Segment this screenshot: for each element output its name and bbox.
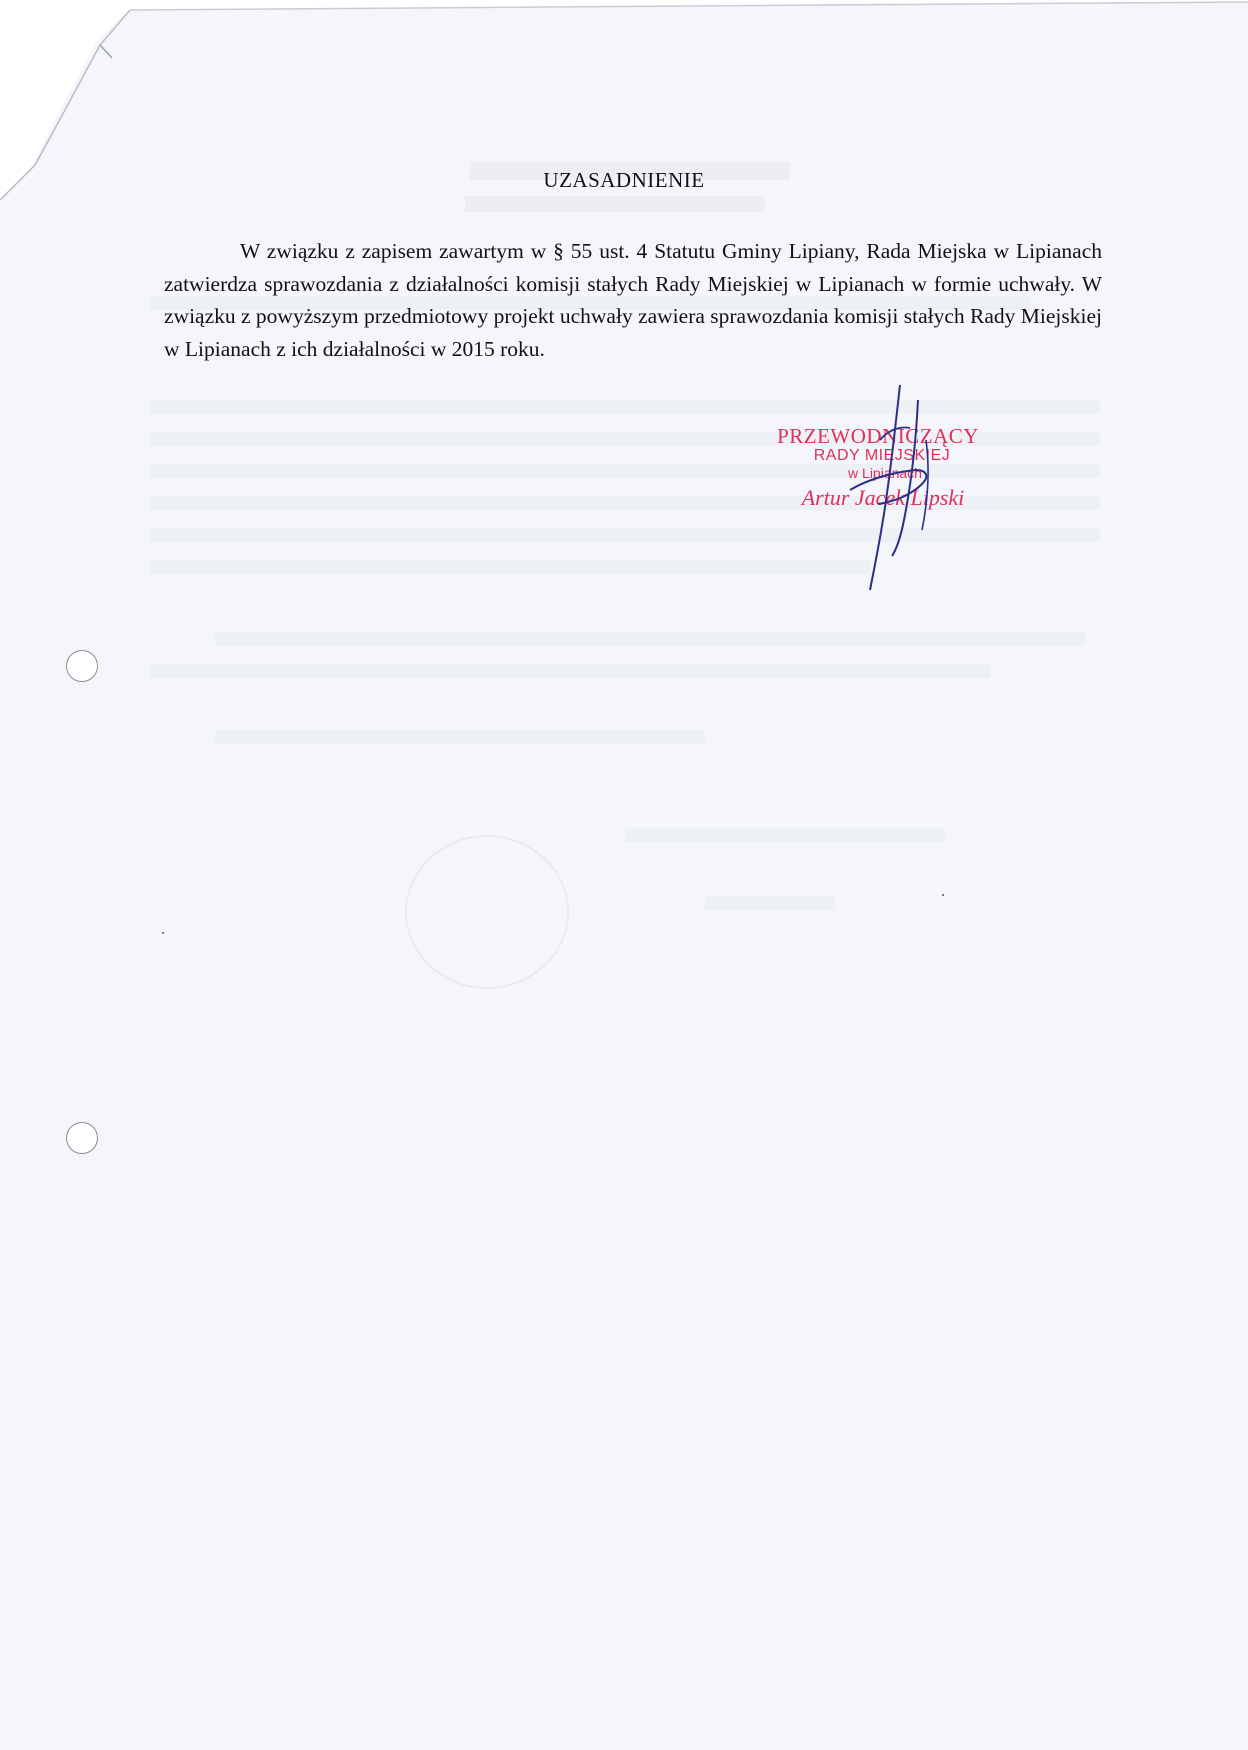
handwritten-signature <box>830 380 970 600</box>
stamp-council: RADY MIEJSKIEJ <box>813 447 951 464</box>
justification-paragraph: W związku z zapisem zawartym w § 55 ust. 4 Statutu Gminy Lipiany, Rada Miejska w Lipianach zatwierdza sprawozdania z działalności komisji stałych Rady Miejskiej w Lipianach w formie uchwały. W związku z powyższym przedmiotowy projekt uchwały zawiera sprawozdania komisji stałych Rady Miejskiej w Lipianach z ich działalności w 2015 roku. <box>164 239 1102 361</box>
speck <box>162 932 164 934</box>
punch-hole-bottom <box>66 1122 98 1154</box>
stamp-town: w Lipianach <box>848 465 922 481</box>
speck <box>942 894 944 896</box>
document-title: UZASADNIENIE <box>543 168 705 192</box>
stamp-title: PRZEWODNICZĄCY <box>777 424 979 448</box>
document-body <box>164 235 1102 365</box>
stamp-name: Artur Jacek Lipski <box>801 485 965 510</box>
punch-hole-top <box>66 650 98 682</box>
